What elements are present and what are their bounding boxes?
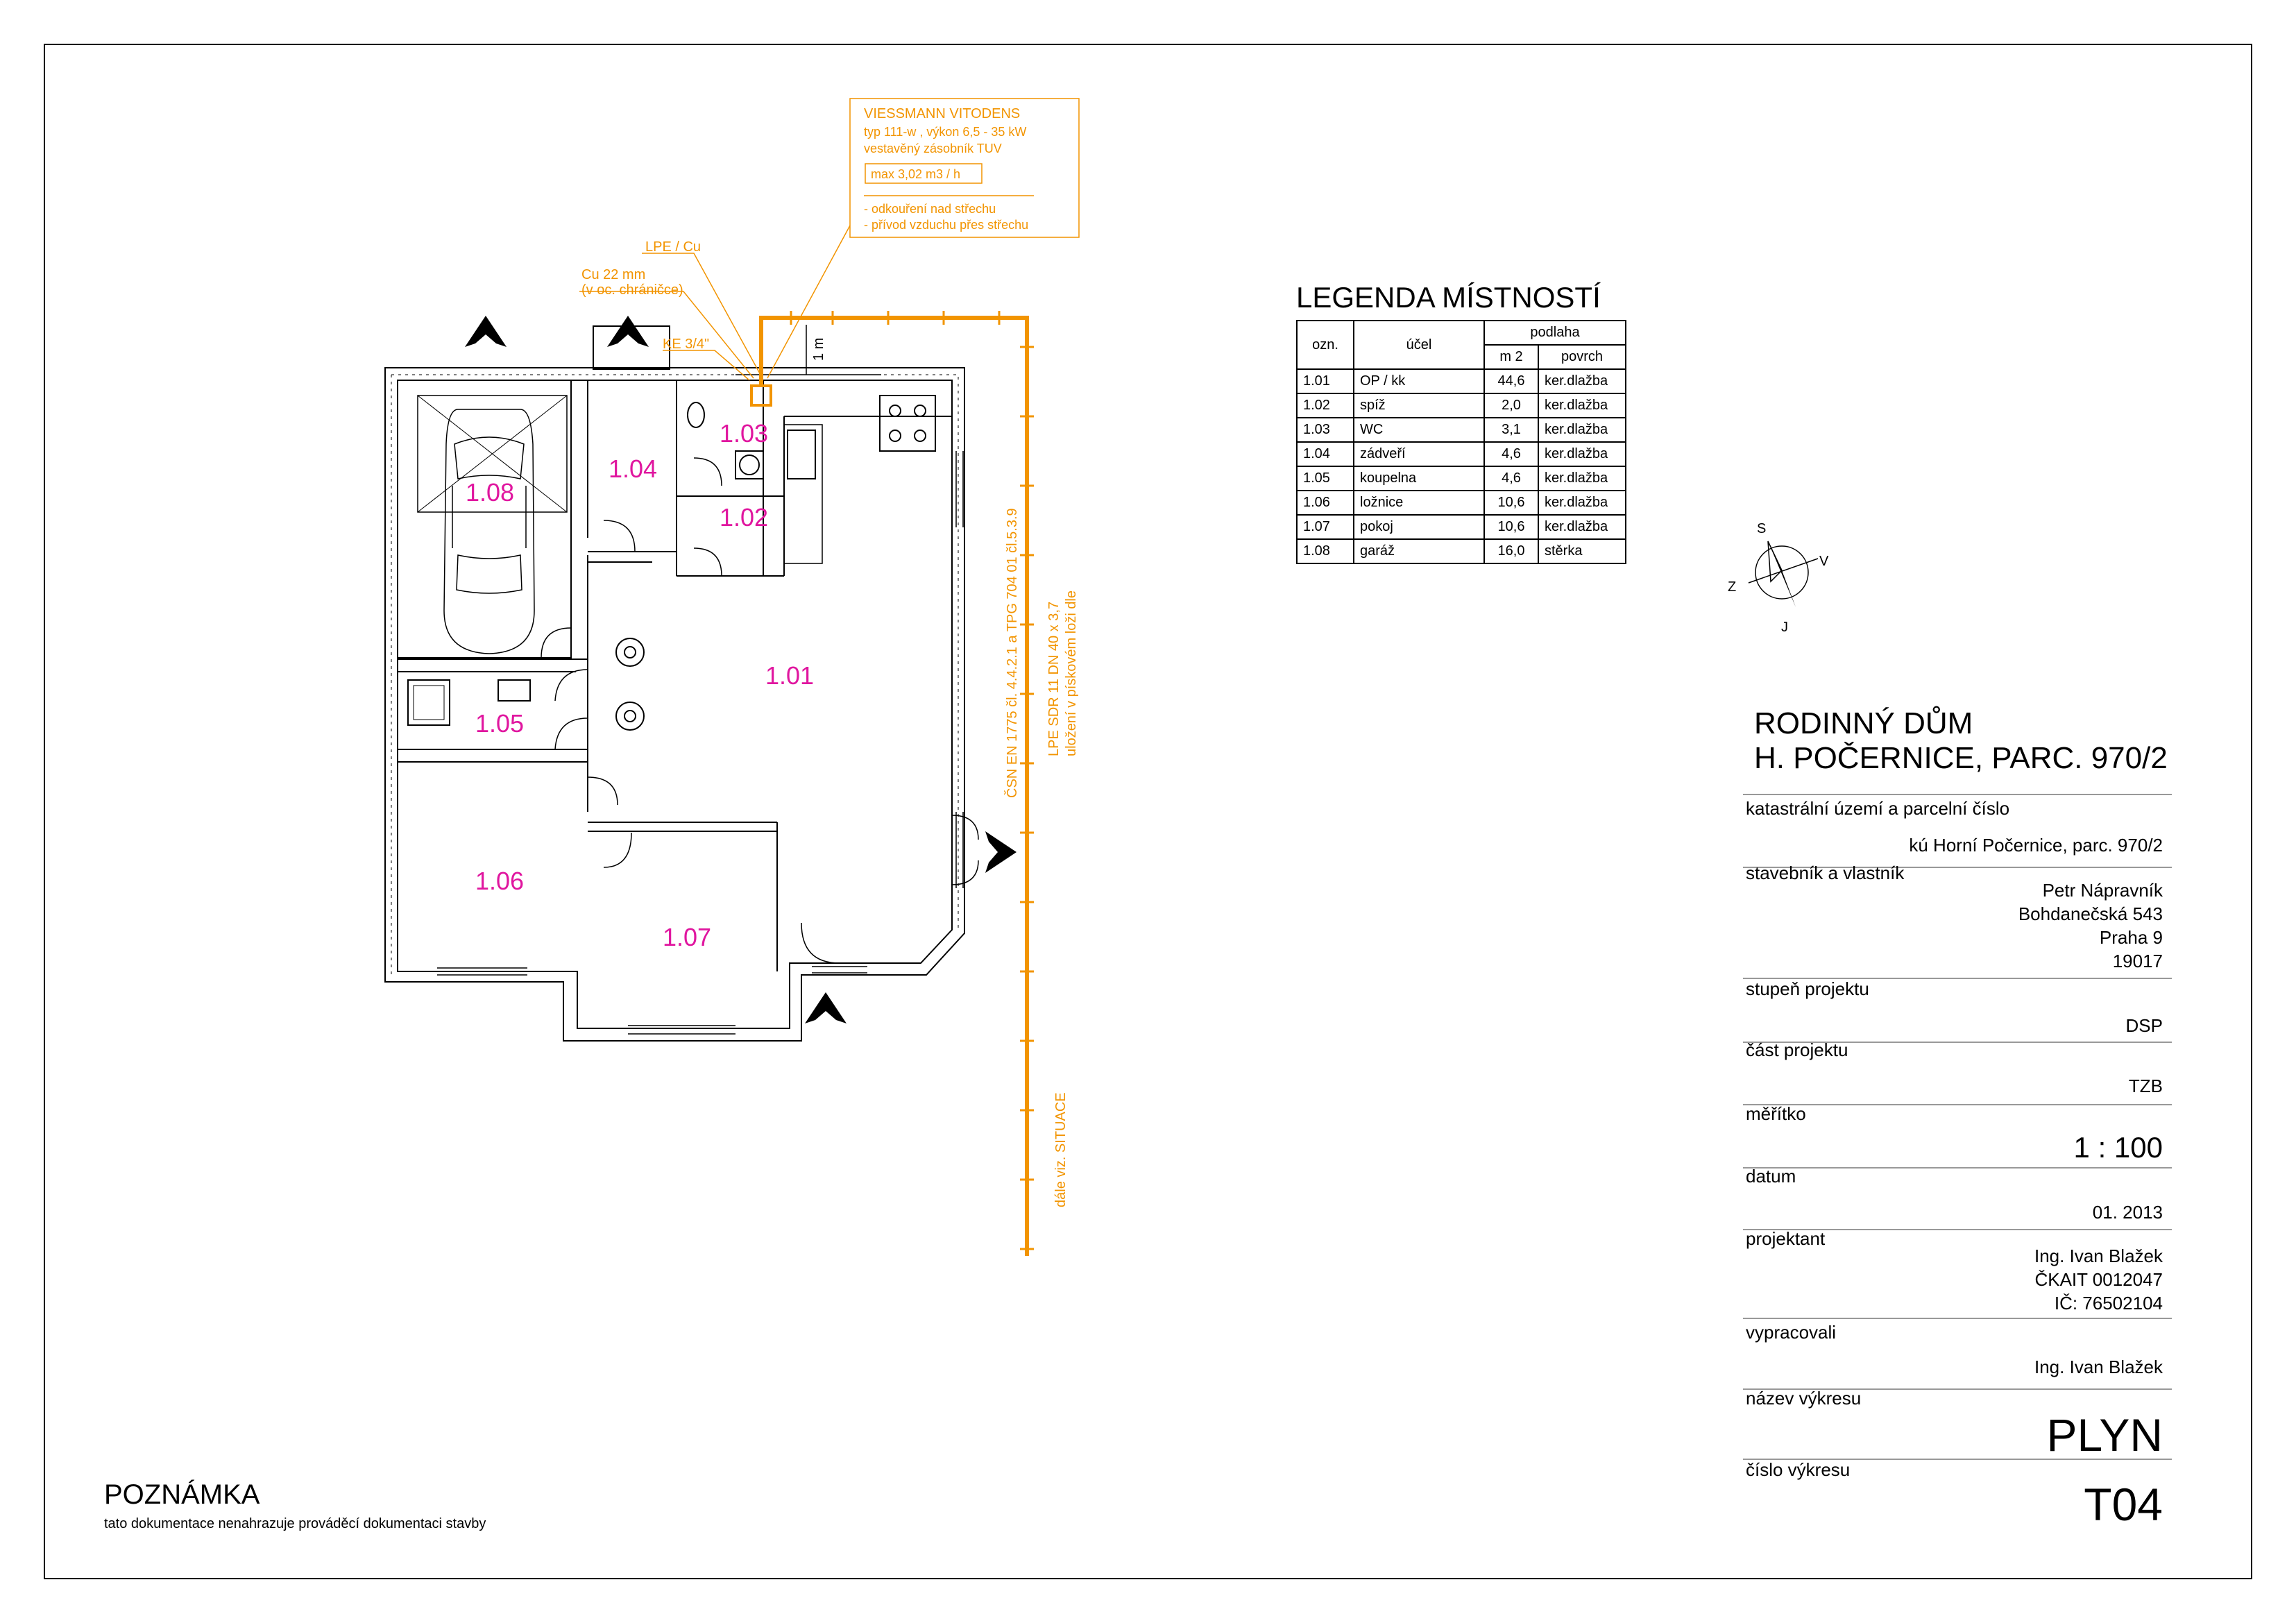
stage-value: DSP xyxy=(2125,1015,2163,1036)
owner-line2: Bohdanečská 543 xyxy=(2018,903,2163,924)
table-row xyxy=(1297,515,1626,539)
table-row xyxy=(1297,393,1626,418)
prepared-label: vypracovali xyxy=(1746,1322,1837,1343)
part-label: část projektu xyxy=(1746,1039,1848,1060)
legend-cell-floor: stěrka xyxy=(1538,539,1626,563)
legend-cell-floor: ker.dlažba xyxy=(1538,515,1626,539)
designer-line2: ČKAIT 0012047 xyxy=(2034,1269,2163,1290)
legend-cell-id: 1.02 xyxy=(1297,393,1354,418)
project-title-line1: RODINNÝ DŮM xyxy=(1754,706,1973,740)
scale-label: měřítko xyxy=(1746,1103,1806,1124)
date-value: 01. 2013 xyxy=(2092,1202,2163,1223)
hob xyxy=(880,396,935,451)
legend-cell-use: koupelna xyxy=(1354,466,1484,491)
legend-cell-floor: ker.dlažba xyxy=(1538,466,1626,491)
wc-bowl xyxy=(688,402,704,427)
legend-header-use: účel xyxy=(1354,321,1484,369)
owner-label: stavebník a vlastník xyxy=(1746,863,1905,883)
legend-cell-m2: 16,0 xyxy=(1484,539,1538,563)
designer-line3: IČ: 76502104 xyxy=(2054,1293,2163,1314)
drawing-name-label: název výkresu xyxy=(1746,1388,1862,1409)
cadastre-value: kú Horní Počernice, parc. 970/2 xyxy=(1909,835,2163,856)
legend-cell-floor: ker.dlažba xyxy=(1538,369,1626,393)
legend-cell-use: OP / kk xyxy=(1354,369,1484,393)
room-labels xyxy=(466,419,814,951)
boiler-note-line3: vestavěný zásobník TUV xyxy=(864,142,1002,155)
bathtub xyxy=(408,680,450,725)
room-label-1-07: 1.07 xyxy=(662,923,712,951)
prepared-value: Ing. Ivan Blažek xyxy=(2034,1357,2163,1377)
garage-room xyxy=(398,380,571,658)
boiler-note-line4: max 3,02 m3 / h xyxy=(871,167,961,181)
scale-value: 1 : 100 xyxy=(2073,1131,2163,1164)
legend-cell-id: 1.06 xyxy=(1297,491,1354,515)
washbasin xyxy=(498,680,530,701)
gas-piping xyxy=(579,99,1079,1256)
car-symbol xyxy=(444,409,534,654)
pipe-label-csn: ČSN EN 1775 čl. 4.4.2.1 a TPG 704 01 čl.5.3.9 xyxy=(1005,508,1020,798)
legend-cell-use: garáž xyxy=(1354,539,1484,563)
door-swings xyxy=(541,458,978,963)
legend-title: LEGENDA MÍSTNOSTÍ xyxy=(1296,281,1601,314)
owner-line1: Petr Nápravník xyxy=(2042,880,2163,901)
owner-line3: Praha 9 xyxy=(2099,927,2163,948)
boiler-note-line1: VIESSMANN VITODENS xyxy=(864,106,1021,121)
legend-cell-m2: 3,1 xyxy=(1484,418,1538,442)
legend-cell-floor: ker.dlažba xyxy=(1538,491,1626,515)
room-label-1-04: 1.04 xyxy=(608,454,658,483)
table-row xyxy=(1297,466,1626,491)
compass-z: Z xyxy=(1728,579,1737,595)
dimension-label-1m: 1 m xyxy=(811,337,826,361)
boiler-symbol xyxy=(751,386,771,405)
legend-cell-use: WC xyxy=(1354,418,1484,442)
cadastre-label: katastrální území a parcelní číslo xyxy=(1746,798,2010,819)
pipe-label-situace: dále viz. SITUACE xyxy=(1053,1092,1069,1207)
legend-cell-floor: ker.dlažba xyxy=(1538,442,1626,466)
pipe-label-ke: KE 3/4" xyxy=(663,337,710,352)
legend-cell-use: ložnice xyxy=(1354,491,1484,515)
owner-line4: 19017 xyxy=(2112,951,2163,971)
legend-cell-id: 1.07 xyxy=(1297,515,1354,539)
note-title: POZNÁMKA xyxy=(104,1479,260,1510)
legend-cell-id: 1.08 xyxy=(1297,539,1354,563)
legend-cell-m2: 4,6 xyxy=(1484,466,1538,491)
project-title-line2: H. POČERNICE, PARC. 970/2 xyxy=(1754,741,2168,775)
legend-cell-id: 1.05 xyxy=(1297,466,1354,491)
pipe-label-cu22-line2: (v oc. chráničce) xyxy=(581,282,683,298)
pipe-label-cu22-line1: Cu 22 mm xyxy=(581,267,646,282)
pipe-label-lpe-cu: LPE / Cu xyxy=(645,239,701,255)
compass xyxy=(1728,521,1829,635)
legend-cell-m2: 44,6 xyxy=(1484,369,1538,393)
boiler-note-line6: - přívod vzduchu přes střechu xyxy=(864,218,1029,232)
drawing-no-label: číslo výkresu xyxy=(1746,1459,1851,1480)
ceiling-light xyxy=(616,638,644,666)
room-label-1-01: 1.01 xyxy=(765,661,815,690)
legend-cell-id: 1.01 xyxy=(1297,369,1354,393)
legend-cell-m2: 2,0 xyxy=(1484,393,1538,418)
legend-header-surface: povrch xyxy=(1538,345,1626,369)
table-row xyxy=(1297,539,1626,563)
pipe-label-lpe-sdr-line1: LPE SDR 11 DN 40 x 3,7 xyxy=(1046,601,1062,756)
legend-cell-m2: 4,6 xyxy=(1484,442,1538,466)
legend-cell-floor: ker.dlažba xyxy=(1538,393,1626,418)
table-row xyxy=(1297,369,1626,393)
room-label-1-06: 1.06 xyxy=(475,867,525,895)
part-value: TZB xyxy=(2128,1076,2163,1096)
compass-s: S xyxy=(1757,521,1767,536)
room-label-1-05: 1.05 xyxy=(475,709,525,738)
compass-v: V xyxy=(1819,554,1829,569)
legend-cell-use: pokoj xyxy=(1354,515,1484,539)
room-label-1-02: 1.02 xyxy=(719,503,769,532)
gas-main-line xyxy=(761,318,1027,1256)
legend-cell-use: zádveří xyxy=(1354,442,1484,466)
compass-j: J xyxy=(1781,620,1788,635)
room-label-1-08: 1.08 xyxy=(465,478,515,507)
legend-cell-m2: 10,6 xyxy=(1484,491,1538,515)
legend-header-floor: podlaha xyxy=(1484,321,1626,345)
room-legend-table xyxy=(1296,320,1626,564)
legend-cell-m2: 10,6 xyxy=(1484,515,1538,539)
drawing-name-value: PLYN xyxy=(2046,1409,2163,1461)
legend-header-m2: m 2 xyxy=(1484,345,1538,369)
room-label-1-03: 1.03 xyxy=(719,419,769,448)
boiler-note-line2: typ 111-w , výkon 6,5 - 35 kW xyxy=(864,125,1027,139)
table-row xyxy=(1297,418,1626,442)
legend-cell-id: 1.04 xyxy=(1297,442,1354,466)
table-row xyxy=(1297,491,1626,515)
sink xyxy=(788,430,815,479)
legend-cell-use: spíž xyxy=(1354,393,1484,418)
date-label: datum xyxy=(1746,1166,1796,1187)
legend-cell-id: 1.03 xyxy=(1297,418,1354,442)
stage-label: stupeň projektu xyxy=(1746,978,1869,999)
legend-cell-floor: ker.dlažba xyxy=(1538,418,1626,442)
kitchen-counter xyxy=(784,425,822,563)
legend-header-id: ozn. xyxy=(1297,321,1354,369)
drawing-no-value: T04 xyxy=(2084,1479,2163,1530)
designer-line1: Ing. Ivan Blažek xyxy=(2034,1246,2163,1266)
ceiling-light xyxy=(616,702,644,730)
designer-label: projektant xyxy=(1746,1228,1826,1249)
table-row xyxy=(1297,442,1626,466)
boiler-note-line5: - odkouření nad střechu xyxy=(864,202,996,216)
pipe-label-lpe-sdr-line2: uložení v pískovém loži dle xyxy=(1064,590,1079,756)
note-text: tato dokumentace nenahrazuje prováděcí dokumentaci stavby xyxy=(104,1516,486,1531)
